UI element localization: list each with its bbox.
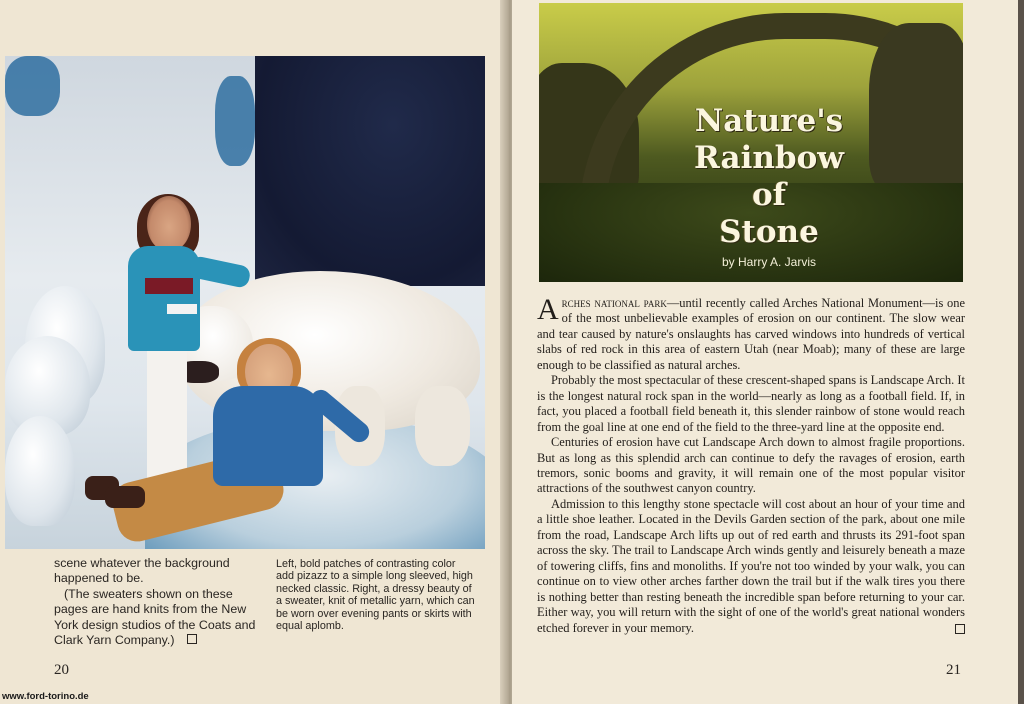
end-mark-icon xyxy=(955,624,965,634)
book-edge xyxy=(1018,0,1024,704)
standing-woman-face xyxy=(147,196,191,252)
boot xyxy=(105,486,145,508)
article-title xyxy=(669,103,869,251)
title-line: Rainbow xyxy=(694,140,844,176)
paragraph-text: —until recently called Arches National Monument—is one of the most unbelievable examples of erosion on our continent. The slow wear and tear caused by nature's onslaughts has carved windows into hundreds of vertical slabs of red rock in this area of eastern Utah (near Moab); many of these are large enough to be classified as natural arches. xyxy=(537,296,965,372)
caption-line: happened to be. xyxy=(54,571,144,586)
lead-smallcaps: rches national park xyxy=(561,296,667,310)
landscape-arch-photo xyxy=(539,3,963,282)
caption-paragraph-text: (The sweaters shown on these pages are hand knits from the New York design studios of the Coats and Clark Yarn Company.) xyxy=(54,586,256,648)
ice-streak xyxy=(215,76,255,166)
end-mark-icon xyxy=(187,634,197,644)
standing-woman-sweater xyxy=(128,246,200,351)
page-number-right: 21 xyxy=(946,662,961,678)
title-line: of xyxy=(751,177,786,213)
ice-streak xyxy=(5,56,60,116)
article-paragraph xyxy=(537,497,965,636)
article-paragraph: Probably the most spectacular of these crescent-shaped spans is Landscape Arch. It is the longest natural rock span in the world—nearly as long as a football field. If, in fact, you placed a football field beneath it, this slender rainbow of stone would reach from the goal line at one end of the field to the three-yard line at the opposite end. xyxy=(537,373,965,434)
title-line: Stone xyxy=(719,214,819,250)
left-page xyxy=(0,0,506,704)
bear-leg xyxy=(415,386,470,466)
caption-column-2: Left, bold patches of contrasting color add pizazz to a simple long sleeved, high necked classic. Right, a dressy beauty of a sweater, knit of metallic yarn, which can be worn over evening pants or skirts with equal aplomb. xyxy=(276,558,475,633)
sweater-patch xyxy=(145,278,193,294)
ice-formation xyxy=(5,416,75,526)
title-line: Nature's xyxy=(694,103,844,139)
article-paragraph xyxy=(537,293,965,373)
seated-woman-sweater xyxy=(213,386,323,486)
article-body xyxy=(537,293,965,636)
sweater-patch xyxy=(167,304,197,314)
drop-cap: A xyxy=(537,293,559,326)
caption-column-1 xyxy=(54,556,262,648)
caption-paragraph xyxy=(54,587,262,649)
caption-line: scene whatever the background xyxy=(54,556,230,570)
rock-formation xyxy=(869,23,963,193)
cave-shadow xyxy=(255,56,485,286)
paragraph-text: Admission to this lengthy stone spectacle will cost about an hour of your time and a little shoe leather. Located in the Devils Garden section of the park, about one mile from the road, Landscape Arch lifts up out of red earth and thrusts its 291-foot span across the sky. The trail to Landscape Arch winds gently and leisurely beneath a maze of towering cliffs, fins and monoliths. If you're not too winded by your walk, you can continue on to view other arches farther down the trail but if the walk tires you there is nothing better than resting beneath the incredible span before returning to your car. Either way, you will return with the sight of one of the world's great national wonders etched forever in your memory. xyxy=(537,496,965,635)
page-number-left: 20 xyxy=(54,662,69,678)
watermark: www.ford-torino.de xyxy=(2,691,89,702)
polar-bear-photo xyxy=(5,56,485,549)
article-paragraph: Centuries of erosion have cut Landscape Arch down to almost fragile proportions. But as long as this splendid arch can continue to defy the ravages of erosion, earth tremors, sonic booms and gravity, it will remain one of the most popular visitor attractions of the southwest canyon country. xyxy=(537,435,965,496)
byline: by Harry A. Jarvis xyxy=(721,255,817,269)
